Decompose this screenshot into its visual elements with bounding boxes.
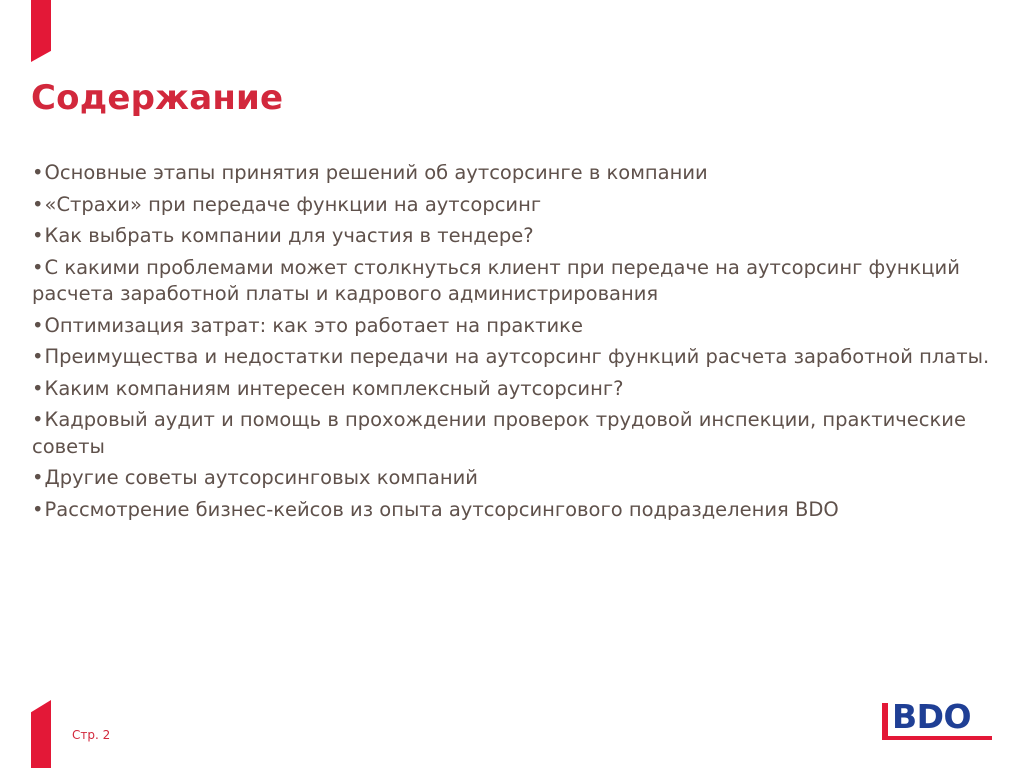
bullet-marker: • <box>32 255 44 279</box>
bottom-accent-bar <box>31 700 51 768</box>
bullet-marker: • <box>32 497 44 521</box>
bullet-marker: • <box>32 408 44 431</box>
slide-title: Содержание <box>31 78 284 118</box>
list-item-text: Оптимизация затрат: как это работает на практике <box>44 313 583 337</box>
bullet-marker: • <box>32 313 44 337</box>
list-item-text: Кадровый аудит и помощь в прохождении проверок трудовой инспекции, практические советы <box>32 408 966 458</box>
bullet-marker: • <box>32 345 44 368</box>
logo-red-bar <box>882 703 888 737</box>
bullet-marker: • <box>32 224 44 247</box>
list-item <box>32 344 992 371</box>
bullet-marker: • <box>32 192 44 216</box>
logo-red-underline <box>882 736 992 740</box>
list-item <box>32 465 992 492</box>
list-item-text: «Страхи» при передаче функции на аутсорсинг <box>44 192 542 216</box>
list-item <box>32 407 992 460</box>
list-item <box>32 497 992 524</box>
list-item <box>32 160 992 187</box>
contents-list <box>32 160 992 528</box>
list-item <box>32 223 992 250</box>
list-item <box>32 376 992 403</box>
list-item-text: Другие советы аутсорсинговых компаний <box>44 466 478 489</box>
bullet-marker: • <box>32 161 44 184</box>
bdo-logo-icon <box>882 698 994 744</box>
list-item-text: Как выбрать компании для участия в тендере? <box>44 224 534 247</box>
bullet-marker: • <box>32 466 44 489</box>
list-item-text: С какими проблемами может столкнуться клиент при передаче на аутсорсинг функций расчета заработной платы и кадрового администрирования <box>32 255 960 305</box>
list-item <box>32 255 992 308</box>
list-item-text: Рассмотрение бизнес-кейсов из опыта аутсорсингового подразделения BDO <box>44 497 839 521</box>
list-item <box>32 313 992 340</box>
top-accent-bar <box>31 0 51 62</box>
list-item-text: Каким компаниям интересен комплексный аутсорсинг? <box>44 376 624 400</box>
page-number: Стр. 2 <box>72 728 111 742</box>
logo-text: BDO <box>892 697 972 736</box>
bullet-marker: • <box>32 376 44 400</box>
list-item-text: Основные этапы принятия решений об аутсорсинге в компании <box>44 161 708 184</box>
list-item-text: Преимущества и недостатки передачи на аутсорсинг функций расчета заработной платы. <box>44 345 990 368</box>
list-item <box>32 192 992 219</box>
